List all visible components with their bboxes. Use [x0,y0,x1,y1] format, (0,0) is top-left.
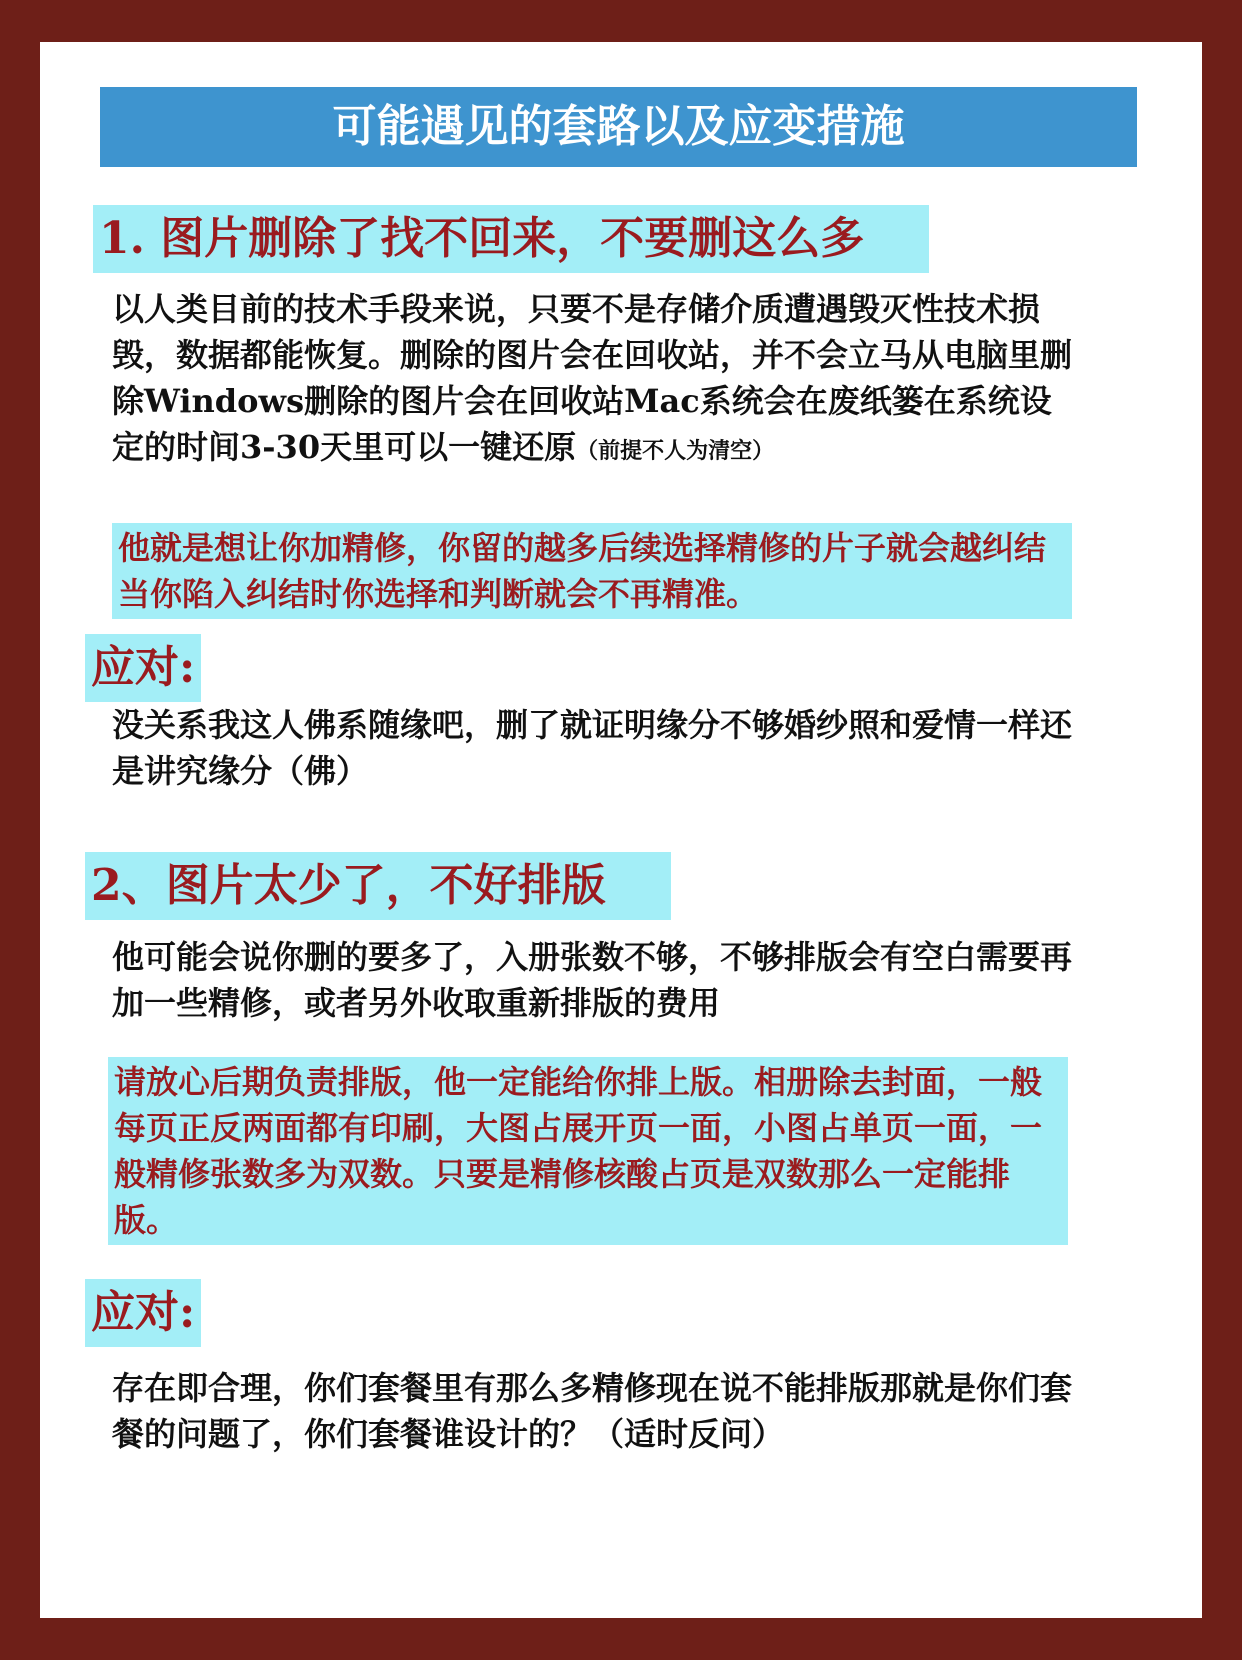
section-1-response: 没关系我这人佛系随缘吧，删了就证明缘分不够婚纱照和爱情一样还是讲究缘分（佛） [112,706,1073,790]
document-page [40,42,1202,1618]
section-1-body-text: 以人类目前的技术手段来说，只要不是存储介质遭遇毁灭性技术损毁，数据都能恢复。删除的图片会在回收站，并不会立马从电脑里删除Windows删除的图片会在回收站Mac系统会在废纸篓在系统设定的时间3-30天里可以一键还原 [112,290,1073,466]
section-2-heading: 2、图片太少了，不好排版 [85,852,671,920]
section-2-response: 存在即合理，你们套餐里有那么多精修现在说不能排版那就是你们套餐的问题了，你们套餐谁设计的？（适时反问） [112,1369,1073,1453]
page-title: 可能遇见的套路以及应变措施 [100,87,1137,167]
section-1-response-label: 应对: [85,634,201,702]
section-1-body-note: （前提不人为清空） [576,438,775,464]
section-2-response-label: 应对: [85,1279,201,1347]
section-1-highlight: 他就是想让你加精修，你留的越多后续选择精修的片子就会越纠结 当你陷入纠结时你选择和判断就会不再精准。 [112,523,1072,619]
section-2-highlight: 请放心后期负责排版，他一定能给你排上版。相册除去封面，一般每页正反两面都有印刷，大图占展开页一面，小图占单页一面，一般精修张数多为双数。只要是精修核酸占页是双数那么一定能排版。 [108,1057,1068,1245]
section-1-body [112,286,1072,474]
section-2-body: 他可能会说你删的要多了，入册张数不够，不够排版会有空白需要再加一些精修，或者另外收取重新排版的费用 [112,938,1073,1022]
section-1-heading: 1. 图片删除了找不回来，不要删这么多 [93,205,929,273]
